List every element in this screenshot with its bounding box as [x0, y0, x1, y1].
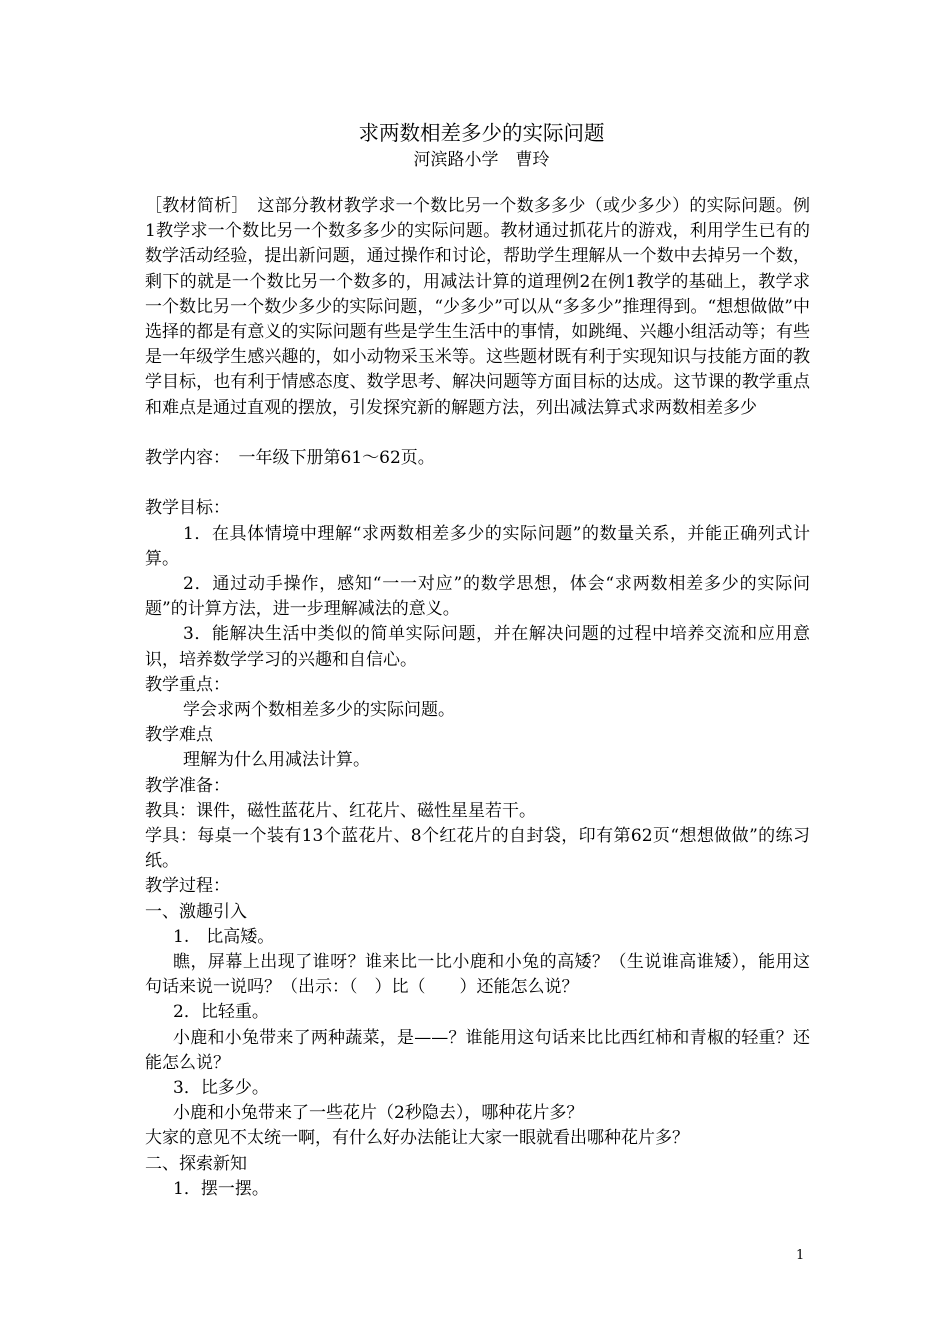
key-point-heading: 教学重点：	[145, 674, 230, 695]
step-title-2: 2．比轻重。	[173, 1002, 269, 1023]
difficulty-heading: 教学难点	[145, 725, 213, 746]
step-title-4: 1．摆一摆。	[173, 1178, 269, 1199]
section-heading-1: 一、激趣引入	[145, 901, 247, 922]
spacer	[145, 421, 810, 446]
step-title-1: 1. 比高矮。	[173, 926, 275, 947]
analysis-paragraph: ［教材简析］ 这部分教材教学求一个数比另一个数多多少（或少多少）的实际问题。例1教学求一个数比另一个数多多少的实际问题。教材通过抓花片的游戏，利用学生已有的数学活动经验，提出新问题，通过操作和讨论，帮助学生理解从一个数中去掉另一个数，剩下的就是一个数比另一个数多的，用减法计算的道理例2在例1教学的基础上，教学求一个数比另一个数少多少的实际问题，“少多少”可以从“多多少”推理得到。“想想做做”中选择的都是有意义的实际问题有些是学生生活中的事情，如跳绳、兴趣小组活动等；有些是一年级学生感兴趣的，如小动物采玉米等。这些题材既有利于实现知识与技能方面的教学目标，也有利于情感态度、数学思考、解决问题等方面目标的达成。这节课的教学重点和难点是通过直观的摆放，引发探究新的解题方法，列出减法算式求两数相差多少	[145, 196, 810, 418]
spacer	[145, 172, 810, 194]
step-title-3: 3．比多少。	[173, 1078, 269, 1099]
goal-item-2: 2．通过动手操作，感知“一一对应”的数学思想，体会“求两数相差多少的实际问题”的计算方法，进一步理解减法的意义。	[145, 574, 810, 620]
content-line: 教学内容： 一年级下册第61～62页。	[145, 448, 435, 469]
student-tools: 学具：每桌一个装有13个蓝花片、8个红花片的自封袋，印有第62页“想想做做”的练习纸。	[145, 826, 810, 872]
preparation-heading: 教学准备：	[145, 775, 230, 796]
author-line: 河滨路小学 曹玲	[413, 150, 550, 170]
page-number: 1	[796, 1248, 805, 1263]
teacher-tools: 教具：课件，磁性蓝花片、红花片、磁性星星若干。	[145, 800, 536, 821]
document-title: 求两数相差多少的实际问题	[358, 121, 605, 145]
process-heading: 教学过程：	[145, 876, 230, 897]
spacer	[145, 471, 810, 496]
key-point-text: 学会求两个数相差多少的实际问题。	[183, 700, 455, 721]
goal-item-1: 1．在具体情境中理解“求两数相差多少的实际问题”的数量关系，并能正确列式计算。	[145, 523, 810, 569]
document-page	[145, 118, 810, 1202]
step-text-2: 小鹿和小兔带来了两种蔬菜，是——？谁能用这句话来比比西红柿和青椒的轻重？还能怎么说？	[145, 1027, 810, 1073]
section-heading-2: 二、探索新知	[145, 1153, 247, 1174]
difficulty-text: 理解为什么用减法计算。	[183, 750, 370, 771]
step-text-3: 小鹿和小兔带来了一些花片（2秒隐去），哪种花片多？	[173, 1103, 584, 1124]
goal-item-3: 3．能解决生活中类似的简单实际问题，并在解决问题的过程中培养交流和应用意识，培养数学学习的兴趣和自信心。	[145, 624, 810, 670]
step-text-3b: 大家的意见不太统一啊，有什么好办法能让大家一眼就看出哪种花片多？	[145, 1128, 689, 1149]
goals-heading: 教学目标：	[145, 498, 230, 519]
step-text-1: 瞧，屏幕上出现了谁呀？谁来比一比小鹿和小兔的高矮？（生说谁高谁矮），能用这句话来说一说吗？（出示：（ ）比（ ）还能怎么说？	[145, 952, 810, 998]
